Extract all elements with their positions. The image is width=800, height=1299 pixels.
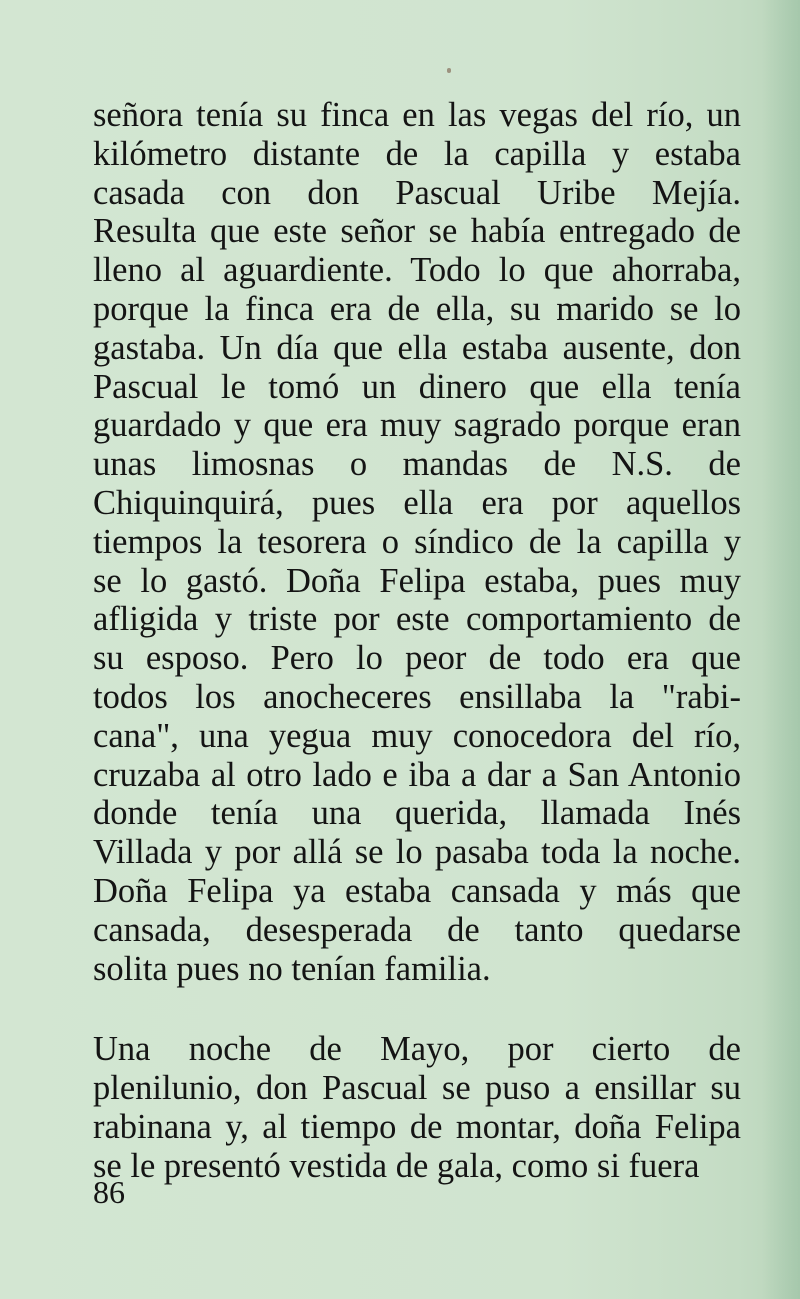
- paragraph-2: [93, 1030, 741, 1185]
- text-line: kilómetro distante de la capilla y estaba: [93, 134, 741, 173]
- print-speck: [447, 68, 451, 73]
- text-line: guardado y que era muy sagrado porque eran: [93, 406, 741, 445]
- text-line: cansada, desesperada de tanto quedarse: [93, 910, 741, 949]
- text-line: todos los anocheceres ensillaba la "rabi-: [93, 677, 741, 716]
- page-number: 86: [93, 1174, 125, 1210]
- text-line: unas limosnas o mandas de N.S. de: [93, 445, 741, 484]
- text-line: Resulta que este señor se había entregado de: [93, 212, 741, 251]
- text-line: su esposo. Pero lo peor de todo era que: [93, 639, 741, 678]
- text-line: solita pues no tenían familia.: [93, 949, 491, 988]
- body-text: [93, 96, 741, 1186]
- text-line: afligida y triste por este comportamiento de: [93, 600, 741, 639]
- text-line: Pascual le tomó un dinero que ella tenía: [93, 367, 741, 406]
- text-line: Doña Felipa ya estaba cansada y más que: [93, 871, 741, 910]
- text-line: Villada y por allá se lo pasaba toda la noche.: [93, 833, 741, 872]
- text-line: cana", una yegua muy conocedora del río,: [93, 716, 741, 755]
- text-line: porque la finca era de ella, su marido se lo: [93, 289, 741, 328]
- text-line: tiempos la tesorera o síndico de la capilla y: [93, 522, 741, 561]
- text-line: lleno al aguardiente. Todo lo que ahorraba,: [93, 251, 741, 290]
- text-line: se lo gastó. Doña Felipa estaba, pues muy: [93, 561, 741, 600]
- text-line: se le presentó vestida de gala, como si fuera: [93, 1146, 700, 1185]
- text-line: plenilunio, don Pascual se puso a ensillar su: [93, 1069, 741, 1108]
- text-line: rabinana y, al tiempo de montar, doña Felipa: [93, 1107, 741, 1146]
- text-line: gastaba. Un día que ella estaba ausente, don: [93, 328, 741, 367]
- text-line: Una noche de Mayo, por cierto de: [93, 1030, 741, 1069]
- text-line: Chiquinquirá, pues ella era por aquellos: [93, 483, 741, 522]
- text-line: donde tenía una querida, llamada Inés: [93, 794, 741, 833]
- text-line: casada con don Pascual Uribe Mejía.: [93, 173, 741, 212]
- page-edge-shadow: [762, 0, 800, 1299]
- text-line: cruzaba al otro lado e iba a dar a San Antonio: [93, 755, 741, 794]
- text-line: señora tenía su finca en las vegas del río, un: [93, 96, 741, 134]
- paragraph-1: [93, 96, 741, 988]
